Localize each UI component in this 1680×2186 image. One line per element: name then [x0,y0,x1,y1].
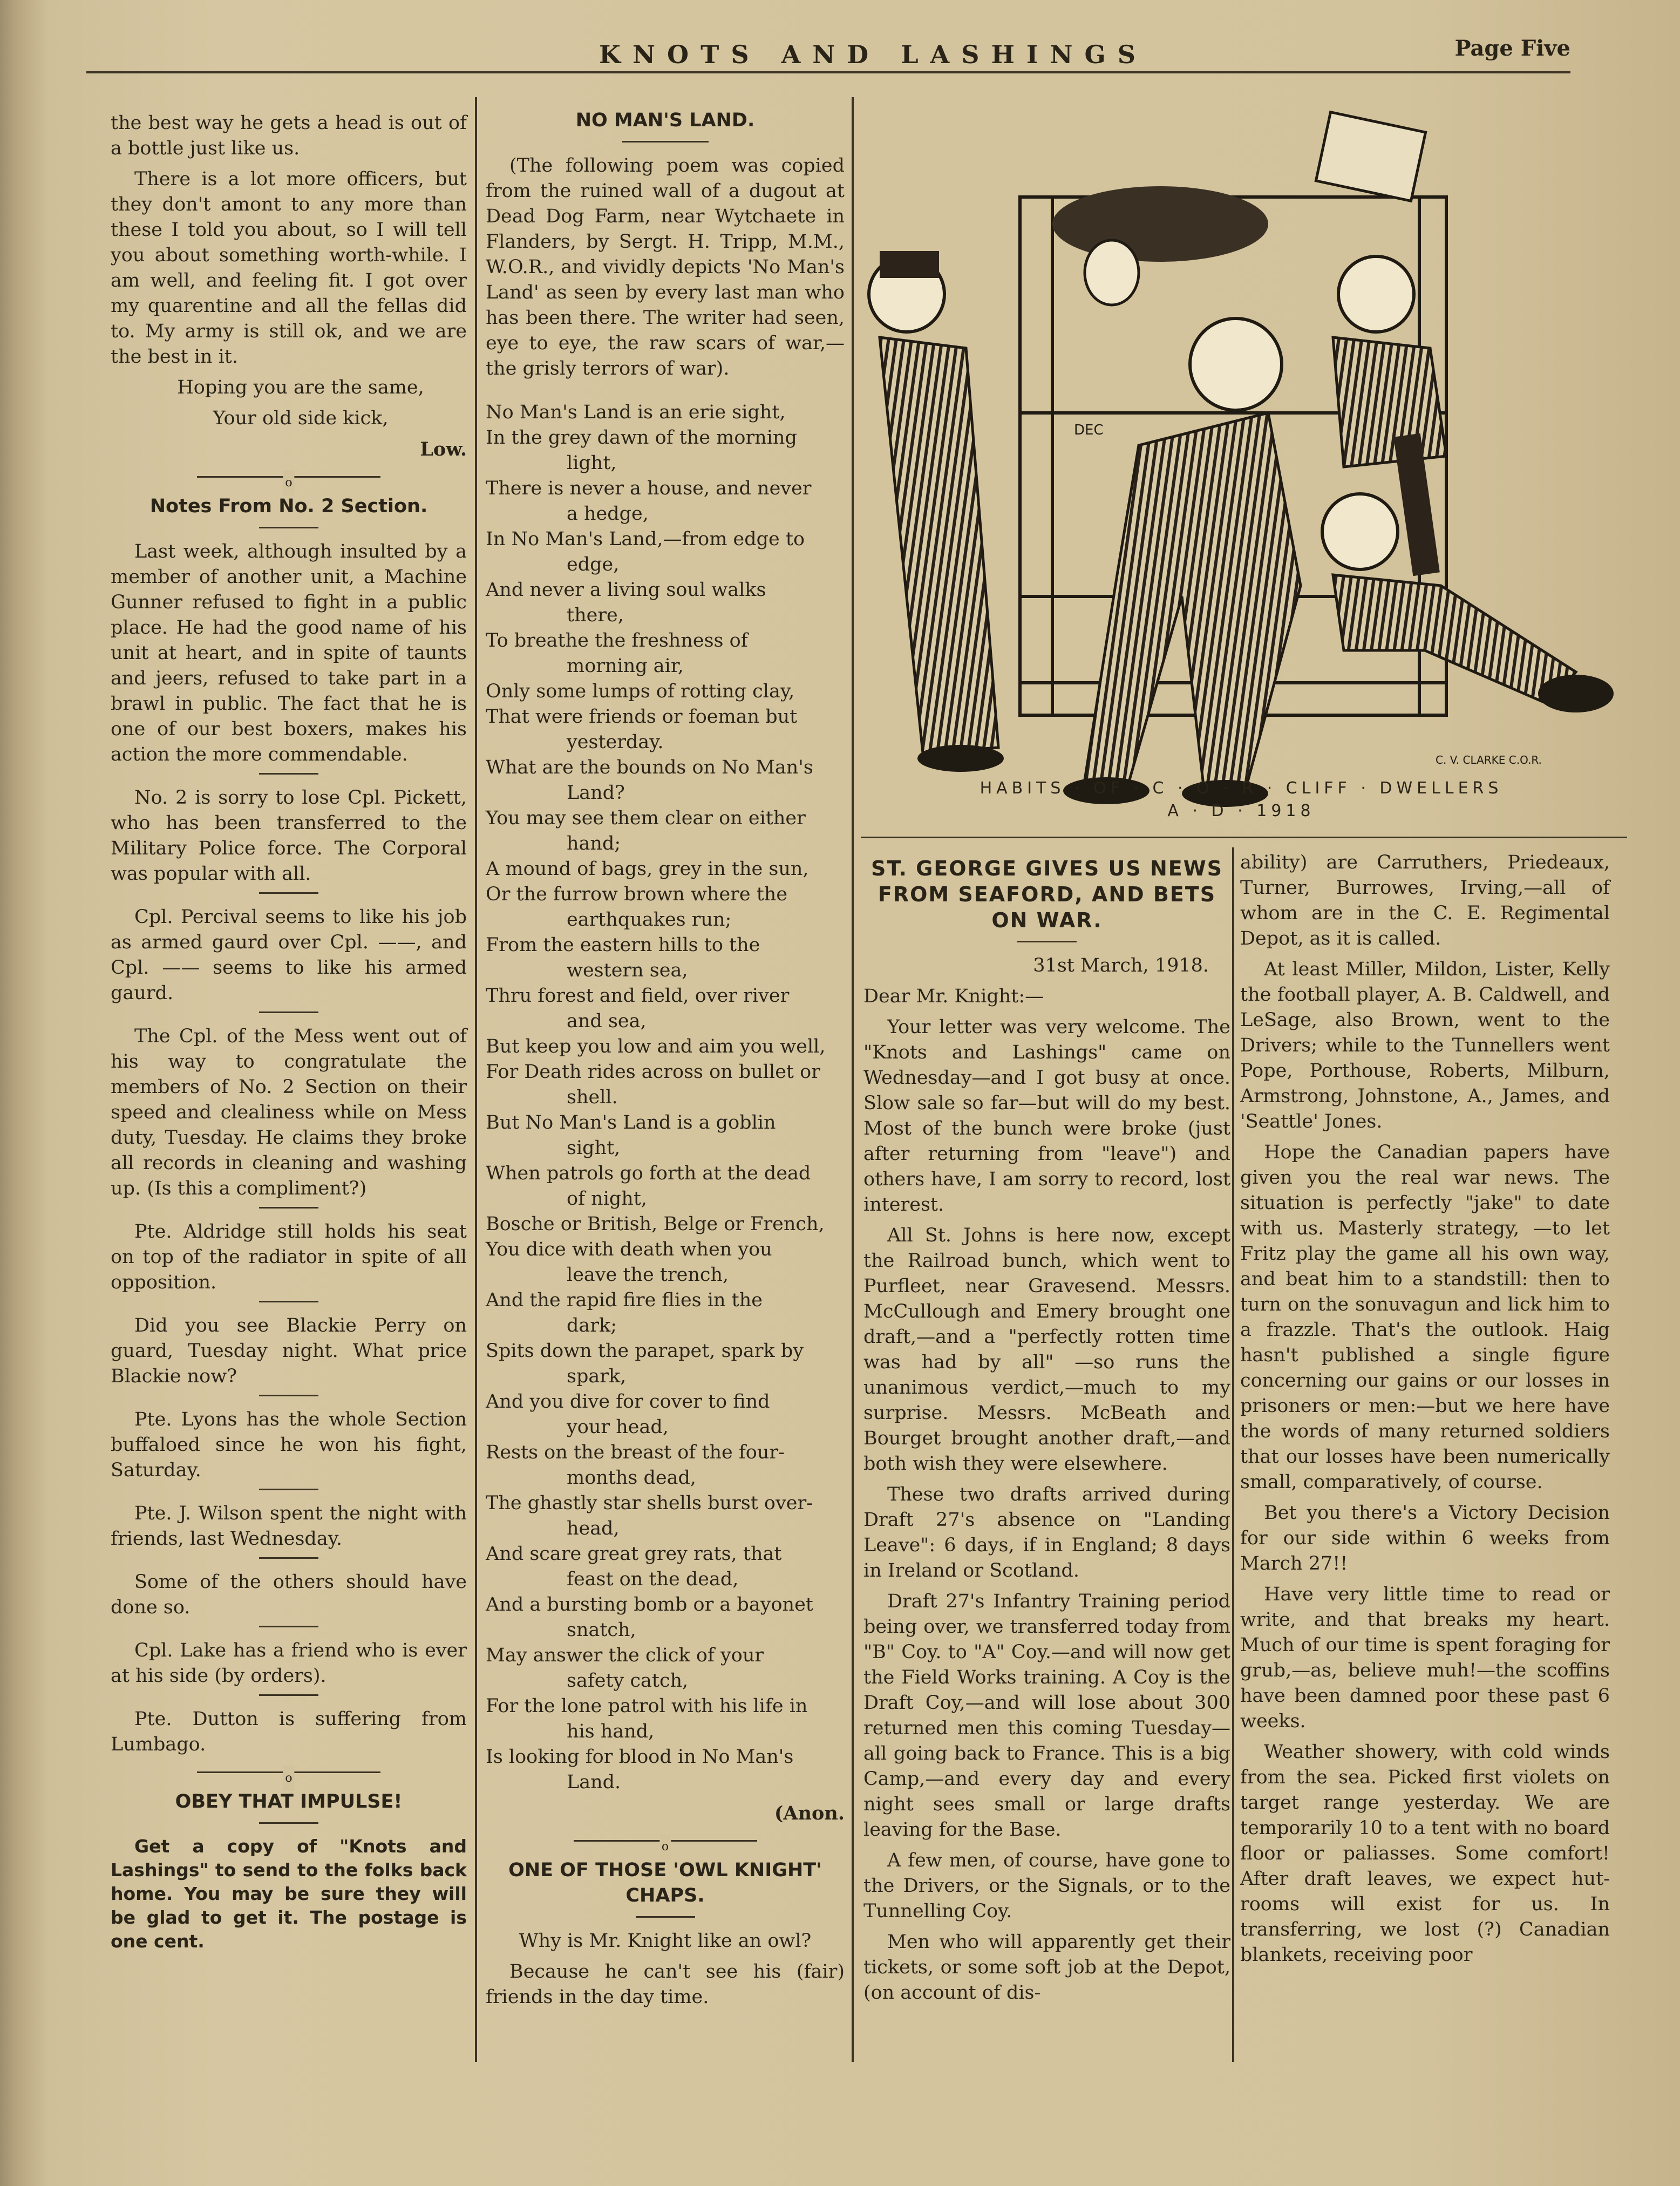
poem-line-continuation: safety catch, [567,1670,689,1692]
poem-line-continuation: leave the trench, [567,1264,729,1286]
note-item: The Cpl. of the Mess went out of his way to congratulate the members of No. 2 Section on their speed and clealiness while on Mess duty, Tuesday. He claims they broke all records in cleaning and washing up. (Is this a compliment?) [111,1026,467,1199]
divider [259,892,318,894]
artist-signature: C. V. CLARKE C.O.R. [1436,753,1542,766]
poem-line: The ghastly star shells burst over- [486,1492,813,1514]
poem-line: Thru forest and field, over river [486,985,790,1007]
poem-line-continuation: western sea, [567,960,688,981]
poem-line-continuation: spark, [567,1366,627,1387]
letter-paragraph: A few men, of course, have gone to the Drivers, or the Signals, or to the Tunnelling Coy. [863,1850,1230,1922]
divider [259,1626,318,1627]
poem-line-continuation: sight, [567,1137,621,1159]
poem-line: No Man's Land is an erie sight, [486,402,786,423]
divider [259,1822,318,1824]
divider [259,1557,318,1559]
poem-line: That were friends or foeman but [486,706,798,728]
poem-line: Or the furrow brown where the [486,884,788,905]
note-item: Pte. J. Wilson spent the night with friends, last Wednesday. [111,1503,467,1550]
poem-line-continuation: yesterday. [567,731,664,753]
letter-paragraph: Bet you there's a Victory Decision for our side within 6 weeks from March 27!! [1240,1502,1610,1574]
letter-salutation: Dear Mr. Knight:— [863,986,1044,1007]
letter-paragraph: Draft 27's Infantry Training period being over, we transferred today from "B" Coy. to "A" Coy.—and will now get the Field Works training. A Coy is the Draft Coy,—and will lose about 300 returned men this coming Tuesday—all going back to France. This is a big Camp,—and every day and every night sees small or large drafts leaving for the Base. [863,1591,1230,1841]
poem-line: And you dive for cover to find [486,1391,770,1413]
poem-line: From the eastern hills to the [486,934,760,956]
poem-line-continuation: Land. [567,1771,621,1793]
poem-line: A mound of bags, grey in the sun, [486,858,809,880]
column-4 [1240,850,1610,1973]
divider [622,141,709,142]
poem-line-continuation: of night, [567,1188,648,1210]
note-item: Some of the others should have done so. [111,1571,467,1618]
poem-line-continuation: morning air, [567,655,684,677]
poem-line-continuation: hand; [567,833,621,854]
section-divider: o [574,1840,757,1842]
letter-paragraph: Your letter was very welcome. The "Knots and Lashings" came on Wednesday—and I got busy at once. Slow sale so far—but will do my best. Most of the bunch were broke (just after returning from "leave") and others have, I am sorry to record, lost interest. [863,1016,1230,1216]
poem-line: There is never a house, and never [486,478,812,499]
divider [259,1011,318,1013]
poem-line: You dice with death when you [486,1239,772,1260]
section-divider: o [197,1771,380,1773]
illustration-caption [863,777,1619,823]
poem-intro: (The following poem was copied from the ruined wall of a dugout at Dead Dog Farm, near Wytchaete in Flanders, by Sergt. H. Tripp, M.M., W.O.R., and vividly depicts 'No Man's Land' as seen by every last man who has been there. The writer had seen, eye to eye, the raw scars of war,—the grisly terrors of war). [486,155,845,379]
letter-paragraph: These two drafts arrived during Draft 27's absence on "Landing Leave": 6 days, if in England; 8 days in Ireland or Scotland. [863,1484,1230,1581]
note-item: Pte. Aldridge still holds his seat on top of the radiator in spite of all opposition. [111,1221,467,1293]
column-rule [475,97,477,2062]
poem-line: Bosche or British, Belge or French, [486,1213,825,1235]
divider [259,1207,318,1209]
owl-question: Why is Mr. Knight like an owl? [519,1930,812,1952]
note-item: No. 2 is sorry to lose Cpl. Pickett, who has been transferred to the Military Police force. The Corporal was popular with all. [111,787,467,885]
letter-paragraph: Have very little time to read or write, and that breaks my heart. Much of our time is spent foraging for grub,—as, believe muh!—the scoffins have been damned poor these past 6 weeks. [1240,1584,1610,1732]
letter-paragraph: ability) are Carruthers, Priedeaux, Turner, Burrowes, Irving,—all of whom are in the C. E. Regimental Depot, as it is called. [1240,852,1610,949]
poem-line: In No Man's Land,—from edge to [486,528,805,550]
divider [259,773,318,775]
poem-line-continuation: your head, [567,1416,669,1438]
column-rule [1232,847,1234,2062]
cartoon-illustration [858,73,1627,850]
column-1 [111,111,467,1959]
divider [259,1395,318,1396]
paper-title: KNOTS AND LASHINGS [599,40,1147,69]
divider [259,1301,318,1302]
poem-line-continuation: earthquakes run; [567,909,732,931]
note-item: Did you see Blackie Perry on guard, Tuesday night. What price Blackie now? [111,1315,467,1387]
masthead [86,26,1570,69]
column-rule [852,97,854,2062]
owl-answer: Because he can't see his (fair) friends in the day time. [486,1961,845,2008]
newspaper-sheet [1316,112,1425,201]
poem-body [486,400,845,1795]
poem-line-continuation: a hedge, [567,503,649,525]
letter-paragraph: Men who will apparently get their tickets, or some soft job at the Depot, (on account of dis- [863,1931,1230,2004]
poem-line: What are the bounds on No Man's [486,757,813,778]
section-divider: o [197,476,380,478]
owl-heading: ONE OF THOSE 'OWL KNIGHT' CHAPS. [508,1859,822,1906]
poem-line: Spits down the parapet, spark by [486,1340,804,1362]
poem-line-continuation: and sea, [567,1010,647,1032]
soldier-figure [1085,413,1301,785]
note-item: Cpl. Lake has a friend who is ever at his side (by orders). [111,1640,467,1687]
letter-date: 31st March, 1918. [1033,955,1209,976]
letter-closing: Hoping you are the same, [177,377,424,398]
poem-line-continuation: shell. [567,1087,618,1108]
letter-paragraph: the best way he gets a head is out of a bottle just like us. [111,112,467,159]
note-item: Pte. Dutton is suffering from Lumbago. [111,1708,467,1755]
letter-signature: Low. [420,438,467,460]
divider [636,1916,695,1918]
poem-line-continuation: feast on the dead, [567,1569,739,1590]
st-george-heading: ST. GEORGE GIVES US NEWS FROM SEAFORD, AND BETS ON WAR. [870,857,1223,932]
letter-paragraph: At least Miller, Mildon, Lister, Kelly the football player, A. B. Caldwell, and LeSage, also Brown, went to the Drivers; while to the Tunnellers went Pope, Porthouse, Roberts, Milburn, Armstrong, Johnstone, A., James, and 'Seattle' Jones. [1240,959,1610,1132]
poem-line-continuation: Land? [567,782,625,804]
poem-line: When patrols go forth at the dead [486,1163,811,1184]
poem-line: Is looking for blood in No Man's [486,1746,794,1768]
poem-line: And never a living soul walks [486,579,766,601]
poem-line: But keep you low and aim you well, [486,1036,826,1057]
divider [259,1489,318,1490]
divider [259,527,318,528]
poem-line: Rests on the breast of the four- [486,1442,785,1463]
page-number: Page Five [1454,36,1570,61]
poem-line: To breathe the freshness of [486,630,748,651]
divider [1017,941,1077,942]
poem-heading: NO MAN'S LAND. [575,110,755,131]
caption-line: A · D · 1918 [1167,802,1315,820]
poem-line: But No Man's Land is a goblin [486,1112,776,1133]
poem-line-continuation: there, [567,605,624,626]
poem-line-continuation: head, [567,1518,620,1539]
letter-paragraph: Weather showery, with cold winds from the sea. Picked first violets on target range yesterday. We are temporarily 10 to a tent with no board floor or paliasses. Some comfort! After draft leaves, we expect hut-rooms will exist for us. In transferring, we lost (?) Canadian blankets, receiving poor [1240,1741,1610,1966]
obey-heading: OBEY THAT IMPULSE! [175,1791,403,1812]
illustration-rule [861,837,1627,838]
poem-line-continuation: edge, [567,554,620,575]
obey-text: Get a copy of "Knots and Lashings" to send to the folks back home. You may be sure they will be glad to get it. The postage is one cent. [111,1836,467,1952]
poem-line-continuation: light, [567,452,617,474]
bunk-label: DEC [1074,422,1104,438]
poem-line-continuation: snatch, [567,1619,636,1641]
letter-paragraph: There is a lot more officers, but they don't amont to any more than these I told you about, so I will tell you about something worth-while. I am well, and feeling fit. I got over my quarentine and all the fellas did to. My army is still ok, and we are the best in it. [111,168,467,368]
poem-attribution: (Anon. [774,1802,845,1824]
caption-line: HABITS · OF · C · O · R · CLIFF · DWELLERS [980,779,1503,798]
letter-paragraph: All St. Johns is here now, except the Railroad bunch, which went to Purfleet, near Gravesend. Messrs. McCullough and Emery brought one draft,—and a "perfectly rotten time was had by all" —so runs the unanimous verdict,—much to my surprise. Messrs. McBeath and Bourget brought another draft,—and both wish they were elsewhere. [863,1225,1230,1475]
note-item: Pte. Lyons has the whole Section buffaloed since he won his fight, Saturday. [111,1409,467,1481]
notes-heading: Notes From No. 2 Section. [149,495,428,517]
poem-line-continuation: dark; [567,1315,617,1336]
column-3 [863,850,1230,2011]
poem-line: And scare great grey rats, that [486,1543,782,1565]
poem-line: And a bursting bomb or a bayonet [486,1594,813,1615]
note-item: Cpl. Percival seems to like his job as armed gaurd over Cpl. ——, and Cpl. —— seems to like his armed gaurd. [111,906,467,1004]
poem-line: Only some lumps of rotting clay, [486,681,795,702]
poem-line-continuation: months dead, [567,1467,697,1489]
divider [259,1694,318,1696]
poem-line: For Death rides across on bullet or [486,1061,820,1083]
poem-line: You may see them clear on either [486,807,806,829]
letter-closing: Your old side kick, [213,408,389,429]
poem-line: May answer the click of your [486,1645,764,1666]
poem-line: For the lone patrol with his life in [486,1695,808,1717]
letter-paragraph: Hope the Canadian papers have given you the real war news. The situation is perfectly "jake" to date with us. Masterly strategy, —to let Fritz play the game all his own way, and beat him to a standstill: then to turn on the sonuvagun and lick him to a frazzle. That's the outlook. Haig hasn't published a single figure concerning our gains or our losses in prisoners or men:—but we here have the words of many returned soldiers that our losses have been numerically small, comparatively, of course. [1240,1142,1610,1493]
poem-line: And the rapid fire flies in the [486,1289,763,1311]
poem-line: In the grey dawn of the morning [486,427,797,449]
column-2 [486,103,845,2015]
poem-line-continuation: his hand, [567,1721,655,1742]
note-item: Last week, although insulted by a member of another unit, a Machine Gunner refused to fight in a public place. He had the good name of his unit at heart, and in spite of taunts and jeers, refused to take part in a brawl in public. The fact that he is one of our best boxers, makes his action the more commendable. [111,541,467,765]
